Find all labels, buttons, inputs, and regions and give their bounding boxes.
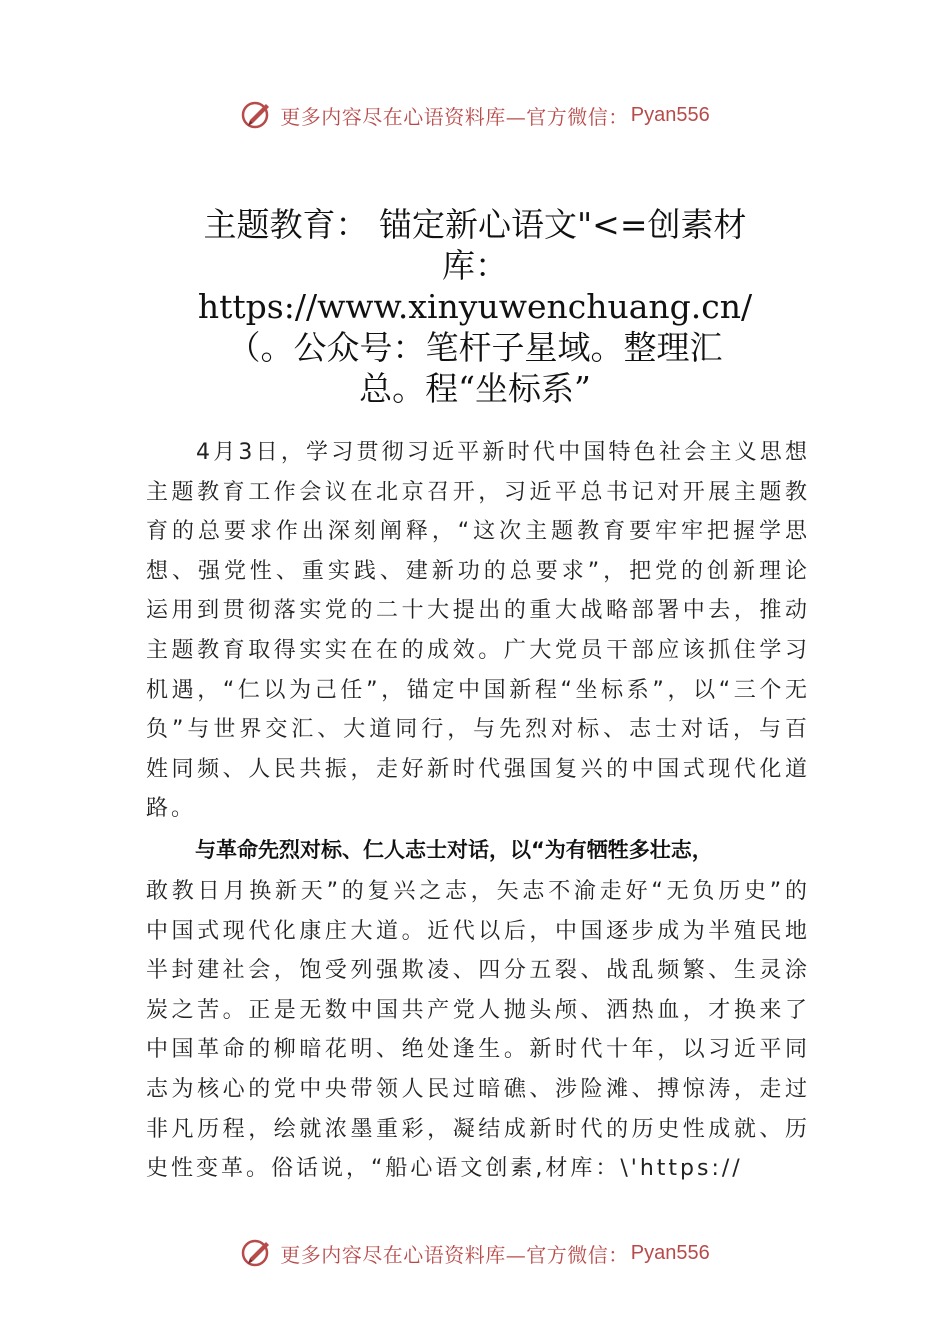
paragraph-2: 敢教日月换新天”的复兴之志，矢志不渝走好“无负历史”的中国式现代化康庄大道。近代以后，中国逐步成为半殖民地半封建社会，饱受列强欺凌、四分五裂、战乱频繁、生灵涂炭之苦。正是无数中国共产党人抛头颅、洒热血，才换来了中国革命的柳暗花明、绝处逢生。新时代十年，以习近平同志为核心的党中央带领人民过暗礁、涉险滩、搏惊涛，走过非凡历程，绘就浓墨重彩，凝结成新时代的历史性成就、历史性变革。俗话说，“船心语文创素,材库：\'https:// bbox=[146, 879, 810, 1182]
footer-banner-text: 更多内容尽在心语资料库—官方微信： bbox=[280, 1242, 629, 1267]
pen-logo-icon bbox=[240, 1236, 274, 1270]
paragraph-1: 4月3日，学习贯彻习近平新时代中国特色社会主义思想主题教育工作会议在北京召开，习近平总书记对开展主题教育的总要求作出深刻阐释，“这次主题教育要牢牢把握学思想、强党性、重实践、建新功的总要求”，把党的创新理论运用到贯彻落实党的二十大提出的重大战略部署中去，推动主题教育取得实实在在的成效。广大党员干部应该抓住学习机遇，“仁以为己任”，锚定中国新程“坐标系”，以“三个无负”与世界交汇、大道同行，与先烈对标、志士对话，与百姓同频、人民共振，走好新时代强国复兴的中国式现代化道路。 bbox=[146, 440, 810, 822]
document-title: 主题教育： 锚定新心语文"<=创素材库：https://www.xinyuwenchuang.cn/（。公众号：笔杆子星域。整理汇总。程“坐标系” bbox=[197, 205, 753, 408]
section-heading: 与革命先烈对标、仁人志士对话，以“为有牺牲多壮志， bbox=[195, 838, 713, 862]
footer-watermark-banner bbox=[0, 1233, 950, 1273]
header-banner-text: 更多内容尽在心语资料库—官方微信： bbox=[280, 104, 629, 129]
header-watermark-banner bbox=[0, 95, 950, 135]
header-wechat-id: Pyan556 bbox=[630, 103, 710, 126]
pen-logo-icon bbox=[240, 98, 274, 132]
footer-wechat-id: Pyan556 bbox=[630, 1241, 710, 1264]
